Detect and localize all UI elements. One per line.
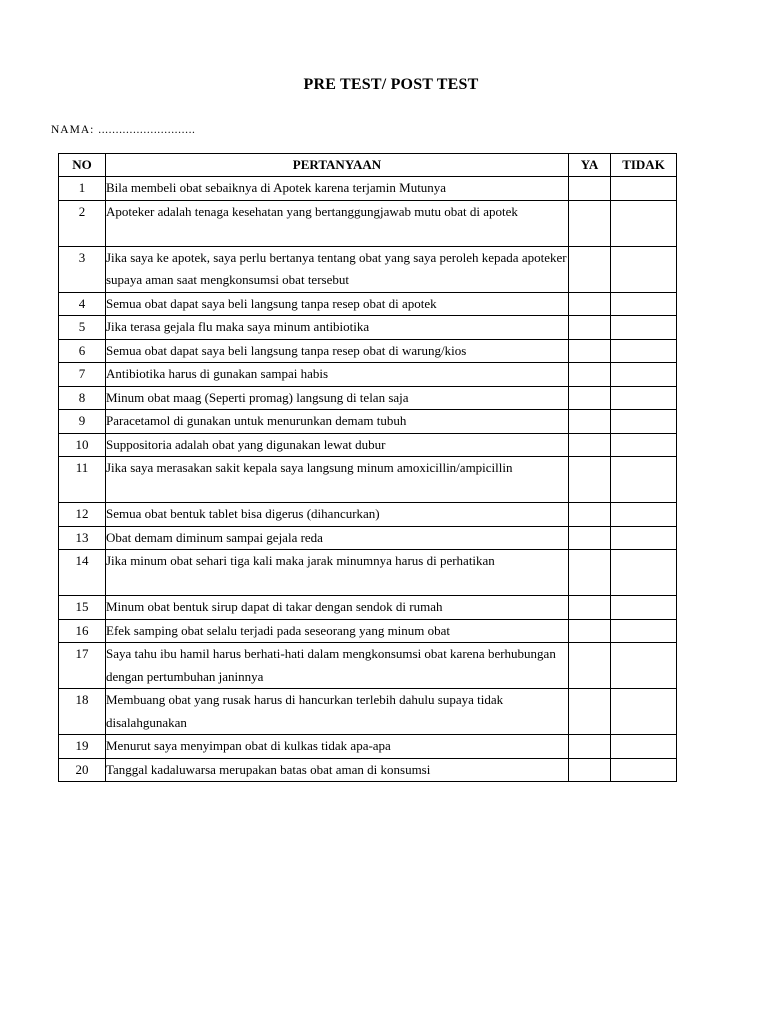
- header-ya: YA: [569, 154, 611, 177]
- question-number: 5: [59, 316, 106, 340]
- header-no: NO: [59, 154, 106, 177]
- question-number: 9: [59, 410, 106, 434]
- question-text: Minum obat maag (Seperti promag) langsung di telan saja: [106, 386, 569, 410]
- table-row: [59, 526, 677, 550]
- name-label: NAMA:: [51, 124, 95, 136]
- answer-ya-cell[interactable]: [569, 503, 611, 527]
- answer-ya-cell[interactable]: [569, 758, 611, 782]
- answer-tidak-cell[interactable]: [611, 526, 677, 550]
- question-text: Apoteker adalah tenaga kesehatan yang bertanggungjawab mutu obat di apotek: [106, 200, 569, 246]
- question-number: 7: [59, 363, 106, 387]
- question-number: 15: [59, 596, 106, 620]
- question-text: Jika minum obat sehari tiga kali maka jarak minumnya harus di perhatikan: [106, 550, 569, 596]
- question-number: 12: [59, 503, 106, 527]
- question-text: Suppositoria adalah obat yang digunakan lewat dubur: [106, 433, 569, 457]
- answer-ya-cell[interactable]: [569, 643, 611, 689]
- question-text: Tanggal kadaluwarsa merupakan batas obat aman di konsumsi: [106, 758, 569, 782]
- answer-ya-cell[interactable]: [569, 200, 611, 246]
- answer-tidak-cell[interactable]: [611, 316, 677, 340]
- answer-ya-cell[interactable]: [569, 292, 611, 316]
- question-text: Menurut saya menyimpan obat di kulkas tidak apa-apa: [106, 735, 569, 759]
- answer-ya-cell[interactable]: [569, 339, 611, 363]
- question-text: Obat demam diminum sampai gejala reda: [106, 526, 569, 550]
- question-text: Bila membeli obat sebaiknya di Apotek karena terjamin Mutunya: [106, 177, 569, 201]
- answer-ya-cell[interactable]: [569, 386, 611, 410]
- question-text: Antibiotika harus di gunakan sampai habis: [106, 363, 569, 387]
- table-row: [59, 433, 677, 457]
- question-number: 4: [59, 292, 106, 316]
- header-pertanyaan: PERTANYAAN: [106, 154, 569, 177]
- question-text: Membuang obat yang rusak harus di hancurkan terlebih dahulu supaya tidak disalahgunakan: [106, 689, 569, 735]
- answer-tidak-cell[interactable]: [611, 246, 677, 292]
- question-number: 3: [59, 246, 106, 292]
- question-text: Minum obat bentuk sirup dapat di takar dengan sendok di rumah: [106, 596, 569, 620]
- answer-tidak-cell[interactable]: [611, 550, 677, 596]
- table-header-row: [59, 154, 677, 177]
- answer-ya-cell[interactable]: [569, 177, 611, 201]
- answer-tidak-cell[interactable]: [611, 386, 677, 410]
- answer-tidak-cell[interactable]: [611, 410, 677, 434]
- table-row: [59, 596, 677, 620]
- answer-tidak-cell[interactable]: [611, 177, 677, 201]
- answer-ya-cell[interactable]: [569, 596, 611, 620]
- answer-ya-cell[interactable]: [569, 410, 611, 434]
- question-text: Semua obat bentuk tablet bisa digerus (dihancurkan): [106, 503, 569, 527]
- answer-tidak-cell[interactable]: [611, 503, 677, 527]
- answer-tidak-cell[interactable]: [611, 735, 677, 759]
- answer-tidak-cell[interactable]: [611, 758, 677, 782]
- table-row: [59, 200, 677, 246]
- table-row: [59, 689, 677, 735]
- question-number: 11: [59, 457, 106, 503]
- answer-tidak-cell[interactable]: [611, 457, 677, 503]
- question-number: 8: [59, 386, 106, 410]
- table-row: [59, 363, 677, 387]
- table-row: [59, 246, 677, 292]
- answer-ya-cell[interactable]: [569, 316, 611, 340]
- header-tidak: TIDAK: [611, 154, 677, 177]
- question-text: Saya tahu ibu hamil harus berhati-hati dalam mengkonsumsi obat karena berhubungan dengan pertumbuhan janinnya: [106, 643, 569, 689]
- question-number: 1: [59, 177, 106, 201]
- question-number: 20: [59, 758, 106, 782]
- table-row: [59, 177, 677, 201]
- table-row: [59, 619, 677, 643]
- question-number: 2: [59, 200, 106, 246]
- table-row: [59, 292, 677, 316]
- questionnaire-table: [58, 153, 677, 782]
- question-text: Jika saya ke apotek, saya perlu bertanya tentang obat yang saya peroleh kepada apoteker supaya aman saat mengkonsumsi obat tersebut: [106, 246, 569, 292]
- table-row: [59, 550, 677, 596]
- answer-ya-cell[interactable]: [569, 457, 611, 503]
- question-number: 19: [59, 735, 106, 759]
- name-blank-line[interactable]: ............................: [98, 124, 196, 136]
- answer-tidak-cell[interactable]: [611, 339, 677, 363]
- answer-ya-cell[interactable]: [569, 689, 611, 735]
- question-number: 13: [59, 526, 106, 550]
- answer-tidak-cell[interactable]: [611, 200, 677, 246]
- question-number: 10: [59, 433, 106, 457]
- table-row: [59, 316, 677, 340]
- answer-ya-cell[interactable]: [569, 246, 611, 292]
- answer-tidak-cell[interactable]: [611, 619, 677, 643]
- answer-ya-cell[interactable]: [569, 550, 611, 596]
- table-body: [59, 177, 677, 782]
- answer-ya-cell[interactable]: [569, 433, 611, 457]
- answer-ya-cell[interactable]: [569, 619, 611, 643]
- table-row: [59, 457, 677, 503]
- question-text: Efek samping obat selalu terjadi pada seseorang yang minum obat: [106, 619, 569, 643]
- answer-ya-cell[interactable]: [569, 526, 611, 550]
- page-title: PRE TEST/ POST TEST: [303, 76, 479, 93]
- answer-tidak-cell[interactable]: [611, 292, 677, 316]
- answer-ya-cell[interactable]: [569, 363, 611, 387]
- answer-tidak-cell[interactable]: [611, 689, 677, 735]
- table-row: [59, 386, 677, 410]
- question-number: 14: [59, 550, 106, 596]
- answer-tidak-cell[interactable]: [611, 363, 677, 387]
- name-field[interactable]: [51, 124, 196, 136]
- question-text: Paracetamol di gunakan untuk menurunkan demam tubuh: [106, 410, 569, 434]
- answer-tidak-cell[interactable]: [611, 596, 677, 620]
- table-row: [59, 735, 677, 759]
- question-text: Semua obat dapat saya beli langsung tanpa resep obat di apotek: [106, 292, 569, 316]
- question-text: Jika saya merasakan sakit kepala saya langsung minum amoxicillin/ampicillin: [106, 457, 569, 503]
- question-number: 16: [59, 619, 106, 643]
- table-row: [59, 643, 677, 689]
- table-row: [59, 758, 677, 782]
- table-row: [59, 503, 677, 527]
- answer-tidak-cell[interactable]: [611, 433, 677, 457]
- table-row: [59, 339, 677, 363]
- question-number: 17: [59, 643, 106, 689]
- question-number: 18: [59, 689, 106, 735]
- table-row: [59, 410, 677, 434]
- answer-tidak-cell[interactable]: [611, 643, 677, 689]
- question-text: Semua obat dapat saya beli langsung tanpa resep obat di warung/kios: [106, 339, 569, 363]
- question-text: Jika terasa gejala flu maka saya minum antibiotika: [106, 316, 569, 340]
- question-number: 6: [59, 339, 106, 363]
- answer-ya-cell[interactable]: [569, 735, 611, 759]
